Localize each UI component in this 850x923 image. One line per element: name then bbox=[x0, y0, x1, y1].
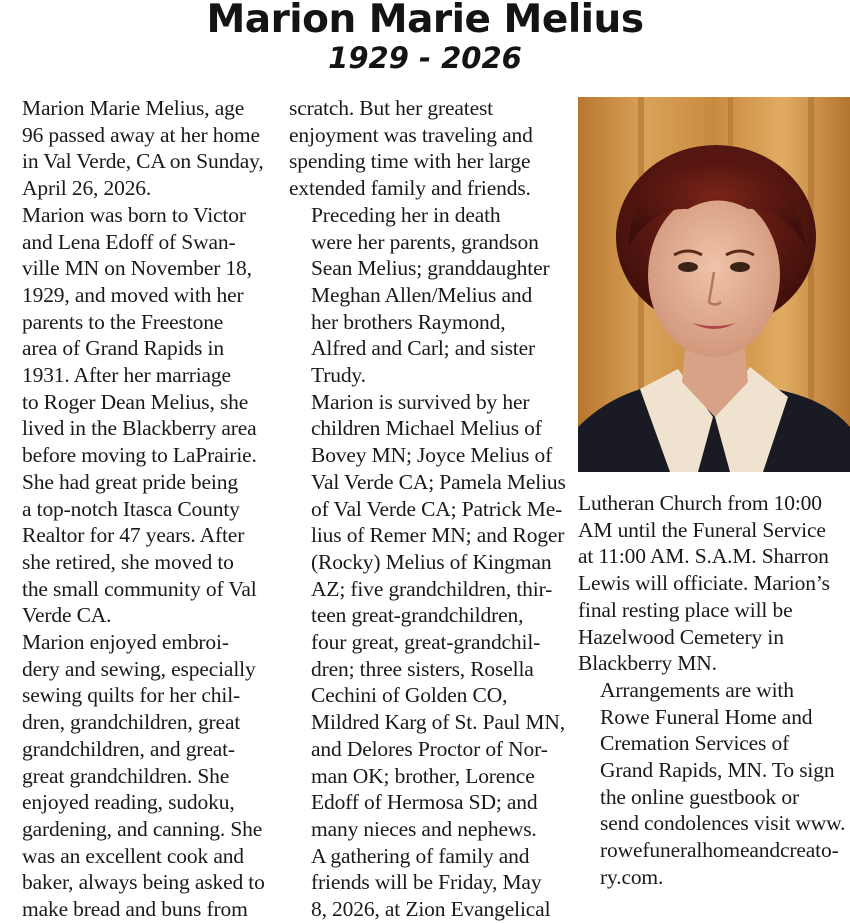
text-line: final resting place will be bbox=[578, 597, 793, 622]
text-line: enjoyment was traveling and bbox=[289, 122, 533, 147]
text-line: and Delores Proctor of Nor- bbox=[311, 736, 548, 761]
text-line: Blackberry MN. bbox=[578, 651, 717, 676]
text-line: her brothers Raymond, bbox=[311, 309, 506, 334]
text-line: teen great-grandchildren, bbox=[311, 603, 524, 628]
text-line: Meghan Allen/Melius and bbox=[311, 282, 533, 307]
obituary-name: Marion Marie Melius bbox=[206, 0, 644, 42]
text-line: four great, great-grandchil- bbox=[311, 630, 541, 655]
text-line: 8, 2026, at Zion Evangelical bbox=[311, 897, 551, 922]
text-line: Realtor for 47 years. After bbox=[22, 523, 245, 548]
text-line: and Lena Edoff of Swan- bbox=[22, 229, 236, 254]
paragraph bbox=[289, 389, 565, 843]
text-line: AZ; five grandchildren, thir- bbox=[311, 576, 553, 601]
text-line: lived in the Blackberry area bbox=[22, 416, 257, 441]
paragraph-continued bbox=[578, 490, 850, 677]
text-line: Cechini of Golden CO, bbox=[311, 683, 508, 708]
text-line: area of Grand Rapids in bbox=[22, 336, 224, 361]
text-line: grandchildren, and great- bbox=[22, 736, 235, 761]
text-line: Sean Melius; granddaughter bbox=[311, 256, 550, 281]
text-line: children Michael Melius of bbox=[311, 416, 542, 441]
text-line: Marion was born to Victor bbox=[22, 202, 246, 227]
text-line: Edoff of Hermosa SD; and bbox=[311, 790, 538, 815]
paragraph-continued bbox=[289, 95, 565, 202]
paragraph bbox=[0, 95, 275, 202]
text-line: at 11:00 AM. S.A.M. Sharron bbox=[578, 544, 829, 569]
text-line: Grand Rapids, MN. To sign bbox=[600, 758, 835, 783]
text-column-3 bbox=[578, 490, 850, 891]
text-line: in Val Verde, CA on Sunday, bbox=[22, 149, 264, 174]
text-line: sewing quilts for her chil- bbox=[22, 683, 241, 708]
text-line: She had great pride being bbox=[22, 469, 238, 494]
text-line: many nieces and nephews. bbox=[311, 816, 537, 841]
paragraph bbox=[0, 202, 275, 629]
portrait-photo bbox=[578, 97, 850, 472]
text-line: Preceding her in death bbox=[311, 202, 501, 227]
text-column-2 bbox=[289, 95, 565, 923]
text-line: man OK; brother, Lorence bbox=[311, 763, 535, 788]
text-line: April 26, 2026. bbox=[22, 176, 152, 201]
text-line: great grandchildren. She bbox=[22, 763, 230, 788]
paragraph bbox=[289, 843, 565, 923]
text-line: she retired, she moved to bbox=[22, 549, 234, 574]
text-line: parents to the Freestone bbox=[22, 309, 224, 334]
text-line: Cremation Services of bbox=[600, 731, 790, 756]
text-line: baker, always being asked to bbox=[22, 870, 265, 895]
text-column-1 bbox=[0, 95, 275, 923]
text-line: gardening, and canning. She bbox=[22, 816, 263, 841]
text-line: Mildred Karg of St. Paul MN, bbox=[311, 710, 565, 735]
text-line: were her parents, grandson bbox=[311, 229, 539, 254]
text-line: before moving to LaPrairie. bbox=[22, 443, 257, 468]
text-line: ville MN on November 18, bbox=[22, 256, 252, 281]
text-line: a top-notch Itasca County bbox=[22, 496, 240, 521]
text-line: the small community of Val bbox=[22, 576, 257, 601]
text-line: Marion Marie Melius, age bbox=[22, 96, 245, 120]
text-line: (Rocky) Melius of Kingman bbox=[311, 549, 552, 574]
text-line: send condolences visit www. bbox=[600, 811, 846, 836]
text-line: Val Verde CA; Pamela Melius bbox=[311, 469, 566, 494]
text-line: Marion enjoyed embroi- bbox=[22, 630, 229, 655]
text-line: Lewis will officiate. Marion’s bbox=[578, 571, 830, 596]
text-line: Alfred and Carl; and sister bbox=[311, 336, 536, 361]
text-line: friends will be Friday, May bbox=[311, 870, 542, 895]
text-line: was an excellent cook and bbox=[22, 843, 244, 868]
text-line: make bread and buns from bbox=[22, 897, 248, 922]
text-line: AM until the Funeral Service bbox=[578, 517, 826, 542]
text-line: 1931. After her marriage bbox=[22, 363, 231, 388]
text-line: lius of Remer MN; and Roger bbox=[311, 523, 565, 548]
text-line: Bovey MN; Joyce Melius of bbox=[311, 443, 553, 468]
text-line: Hazelwood Cemetery in bbox=[578, 624, 784, 649]
text-line: to Roger Dean Melius, she bbox=[22, 389, 249, 414]
text-line: the online guestbook or bbox=[600, 784, 799, 809]
text-line: spending time with her large bbox=[289, 149, 531, 174]
text-line: of Val Verde CA; Patrick Me- bbox=[311, 496, 563, 521]
obituary-years: 1929 - 2026 bbox=[328, 41, 522, 75]
paragraph bbox=[289, 202, 565, 389]
text-line: enjoyed reading, sudoku, bbox=[22, 790, 235, 815]
text-line: rowefuneralhomeandcreato- bbox=[600, 838, 839, 863]
text-line: Verde CA. bbox=[22, 603, 112, 628]
text-line: 96 passed away at her home bbox=[22, 122, 260, 147]
text-line: dery and sewing, especially bbox=[22, 656, 256, 681]
portrait-icon bbox=[578, 97, 850, 472]
text-line: Marion is survived by her bbox=[311, 389, 530, 414]
paragraph bbox=[0, 629, 275, 923]
text-line: A gathering of family and bbox=[311, 843, 530, 868]
text-line: scratch. But her greatest bbox=[289, 96, 493, 120]
text-line: extended family and friends. bbox=[289, 176, 531, 201]
text-line: dren, grandchildren, great bbox=[22, 710, 241, 735]
text-line: Rowe Funeral Home and bbox=[600, 704, 813, 729]
text-line: Arrangements are with bbox=[600, 677, 794, 702]
text-line: 1929, and moved with her bbox=[22, 282, 244, 307]
text-line: Trudy. bbox=[311, 363, 366, 388]
text-line: Lutheran Church from 10:00 bbox=[578, 491, 822, 515]
text-line: dren; three sisters, Rosella bbox=[311, 656, 534, 681]
paragraph bbox=[578, 677, 850, 891]
text-line: ry.com. bbox=[600, 864, 664, 889]
